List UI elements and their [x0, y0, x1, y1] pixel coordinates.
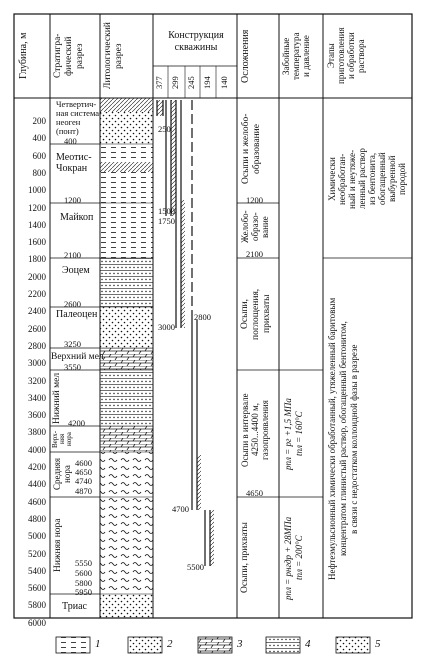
- strat-4870: 4870: [75, 486, 92, 496]
- depth-tick: 6000: [28, 617, 46, 628]
- depth-tick: 3400: [28, 392, 46, 403]
- complication-2-bottom: 2100: [246, 249, 263, 259]
- strat-5550: 5550: [75, 558, 92, 568]
- casing-depth-4700: 4700: [172, 504, 189, 514]
- diameter-299: 299: [170, 76, 180, 90]
- casing-depth-250: 250: [158, 124, 171, 134]
- strat-paleocene: Палеоцен: [56, 309, 98, 320]
- depth-tick: 1400: [28, 219, 46, 230]
- depth-tick: 1000: [28, 185, 46, 196]
- strat-bottom-2600: 2600: [64, 299, 81, 309]
- depth-tick: 3800: [28, 427, 46, 438]
- complication-4-bottom: 4650: [246, 488, 263, 498]
- strat-lower-nora: Нижняя нора: [53, 518, 63, 572]
- casing-strings: [157, 100, 210, 566]
- strat-4740: 4740: [75, 476, 92, 486]
- strat-maikop: Майкоп: [60, 212, 94, 223]
- header-depth: Глубина, м: [18, 32, 29, 80]
- complication-1-bottom: 1200: [246, 195, 263, 205]
- header-complications: Осложнения: [240, 29, 251, 83]
- depth-tick: 3200: [28, 375, 46, 386]
- strat-triassic: Триас: [62, 601, 87, 612]
- depth-tick: 2400: [28, 306, 46, 317]
- complication-3: Осыпи, поглощения, прихваты: [240, 288, 272, 340]
- depth-tick: 5000: [28, 531, 46, 542]
- strat-5950: 5950: [75, 587, 92, 597]
- depth-tick: 600: [32, 150, 46, 161]
- header-lithology: Литологический разрез: [103, 22, 124, 90]
- depth-tick: 3000: [28, 358, 46, 369]
- header-construction: Конструкция скважины: [168, 30, 224, 53]
- header-bottomhole: Забойные температура и давление: [281, 32, 311, 80]
- depth-tick: 200: [32, 116, 46, 126]
- strat-upper-nora: Верх- няя нора: [51, 430, 73, 448]
- diameter-194: 194: [202, 76, 212, 90]
- complication-4: Осыпи в интервале 4250...4400 м, газопроявления: [240, 393, 270, 467]
- bottomhole-2: pпл = pнгдр + 28МПа tпл = 200°С: [283, 516, 304, 600]
- strat-quaternary: Четвертич- ная система- неоген (понт): [56, 99, 102, 136]
- casing-depth-2800: 2800: [194, 312, 211, 322]
- legend-1: 1: [95, 638, 101, 650]
- depth-tick: 5600: [28, 583, 46, 594]
- depth-tick: 5200: [28, 548, 46, 559]
- strat-5800: 5800: [75, 578, 92, 588]
- strat-eocene: Эоцем: [62, 265, 90, 276]
- strat-meotis: Меотис- Чокран: [56, 152, 92, 174]
- strat-4600: 4600: [75, 458, 92, 468]
- strat-lower-cretaceous: Нижний мел: [52, 372, 62, 424]
- depth-tick: 5400: [28, 565, 46, 576]
- depth-tick: 1600: [28, 237, 46, 248]
- strat-bottom-400: 400: [64, 136, 77, 146]
- legend-5: 5: [375, 638, 381, 650]
- depth-tick: 3600: [28, 410, 46, 421]
- depth-tick: 1200: [28, 202, 46, 213]
- casing-depth-5500: 5500: [187, 562, 204, 572]
- strat-bottom-3550: 3550: [64, 362, 81, 372]
- legend-3: 3: [237, 638, 243, 650]
- strat-5600: 5600: [75, 568, 92, 578]
- header-stages: Этапы приготовления и обработки раствора: [326, 27, 366, 85]
- depth-tick: 1800: [28, 254, 46, 265]
- depth-tick: 800: [32, 167, 46, 178]
- casing-depth-1500: 1500: [158, 206, 175, 216]
- complication-1: Осыпи и желобо- образование: [241, 113, 262, 185]
- casing-depth-1750: 1750: [158, 216, 175, 226]
- diameter-377: 377: [154, 76, 164, 90]
- depth-tick: 5800: [28, 600, 46, 611]
- strat-bottom-2100: 2100: [64, 250, 81, 260]
- strat-bottom-1200: 1200: [64, 195, 81, 205]
- stage-2: Нефтеэмульсионный химически обработанный, утяжеленный баритовым концентратом глинистый раствор, обогащенный бентонитом, в связи с недостатком коллоидной фазы в разрезе: [327, 297, 359, 581]
- strat-middle-nora: Средняя нора: [52, 457, 72, 491]
- depth-tick: 4000: [28, 444, 46, 455]
- diameter-140: 140: [219, 76, 229, 90]
- legend-2: 2: [167, 638, 173, 650]
- strat-4650: 4650: [75, 467, 92, 477]
- depth-tick: 4400: [28, 479, 46, 490]
- depth-tick: 2600: [28, 323, 46, 334]
- depth-tick: 2200: [28, 289, 46, 299]
- strat-upper-cretaceous: Верхний мел: [51, 352, 104, 362]
- complication-5: Осыпи, прихваты: [240, 522, 250, 594]
- header-stratigraphy: Стратигра- фический разрез: [53, 33, 85, 79]
- diameter-245: 245: [186, 76, 196, 90]
- depth-tick: 4200: [28, 462, 46, 472]
- depth-tick: 2000: [28, 271, 46, 282]
- depth-tick: 2800: [28, 340, 46, 351]
- depth-tick: 400: [32, 133, 46, 144]
- complication-2: Желобо- образо- вание: [240, 210, 270, 244]
- strat-bottom-4200: 4200: [68, 418, 85, 428]
- legend-4: 4: [305, 638, 311, 650]
- depth-tick: 4800: [28, 513, 46, 524]
- bottomhole-1: pпл = pг +1,5 МПа tпл = 160°С: [283, 398, 304, 470]
- stage-1: Химически необработан- ный и неутяже- ленный раствор из бентонита, обогащенный выбуренной породой: [327, 148, 407, 210]
- strat-bottom-3250: 3250: [64, 339, 81, 349]
- casing-depth-3000: 3000: [158, 322, 175, 332]
- depth-tick: 4600: [28, 496, 46, 507]
